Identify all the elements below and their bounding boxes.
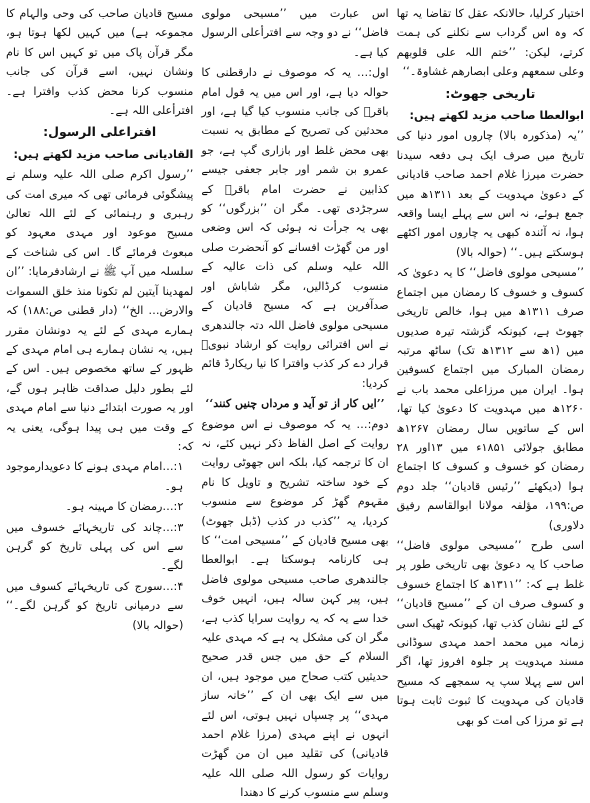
column-middle <box>201 4 389 800</box>
list-item: ۲:…رمضان کا مہینہ ہو۔ <box>65 500 184 514</box>
paragraph-intro: القادیانی صاحب مزید لکھتے ہیں: <box>13 147 194 161</box>
quote-paragraph: ’’رسول اکرم صلی اللہ علیہ وسلم نے پیشگوئی فرمائی تھی کہ میری امت کی رہبری و رہنمائی کے لئے اللہ تعالیٰ مسیح موعود اور مہدی معہود کو مبعوث فرمائے گا۔ اس کی شناخت کے سلسلہ میں آپ ﷺ نے ارشادفرمایا: ’’ان لمھدینا آیتین لم تکونا منذ خلق السموات والارض… الخ‘‘ (دار قطنی ص:۱۸۸) کہ ہمارے مہدی کے لئے یہ دونشان مقرر ہیں، یہ نشان ہمارے ہی امام مہدی کے ظہور کے ساتھ مخصوص ہیں۔ اس کے لئے بطور دلیل صداقت ظاہر ہوں گے، اور یہ صورت ابتدائے دنیا سے امام مہدی کے وقت میں ہی پیدا ہوگی، یعنی یہ کہ: <box>6 168 194 453</box>
paragraph: دوم:… یہ کہ موصوف نے اس موضوع روایت کے اصل الفاظ ذکر نہیں کئے، نہ ان کا ترجمہ کیا، بلکہ اس جھوٹی روایت کے خود ساختہ تشریح و تاویل کا نام مقہوم گھڑ کر موضوع سے منسوب کردیا، یہ ’’کذب در کذب (ڈبل جھوٹ) بھی مسیح قادیان کے ’’مسیحی امت‘‘ کا ہی کارنامہ ہوسکتا ہے۔ ابوالعطا جالندھری صاحب مسیحی مولوی فاضل ہیں، پیر کہن سالہ ہیں، انہیں خوف خدا سے یہ کہ یہ روایت سرایا کذب ہے، مگر ان کی مشکل یہ ہے کہ مہدی علیہ السلام کے حق میں جس قدر صحیح حدیثیں کتب صحاح میں موجود ہیں، ان میں سے ایک بھی ان کے ’’خانہ ساز مہدی‘‘ پر چسپاں نہیں ہوتی، اس لئے انہوں نے اپنے مہدی (مرزا غلام احمد قادیانی) کی تقلید میں ان من گھڑت روایات کو رسول اللہ صلی اللہ علیہ وسلم سے منسوب کرنے کا دھندا <box>201 417 389 800</box>
list-item: ۳:…چاند کی تاریخہائے خسوف میں سے اس کی پہلی تاریخ کو گرہن لگے۔ <box>6 520 184 573</box>
paragraph: اختیار کرلیا، حالانکہ عقل کا تقاضا یہ تھا کہ وہ اس گرداب سے نکلنے کی ہمت کرتے، لیکن: ’’ختم اللہ علی قلوبھم وعلی سمعھم وعلی ابصارھم غشاوۃ۔‘‘ <box>396 7 584 79</box>
column-right <box>6 4 193 773</box>
paragraph: اول:… یہ کہ موصوف نے دارقطنی کا حوالہ دیا ہے، اور اس میں یہ قول امام باقرؒ کی جانب منسوب کیا گیا ہے، اور محدثین کی تصریح کے مطابق یہ نسبت بھی محض غلط اور بازاری گپ ہے، جو عمرو بن شمر اور جابر جعفی جیسے کذابین نے حضرت امام باقرؒ کے سرجڑدی تھی۔ مگر ان ’’بزرگوں‘‘ کو بھی یہ جرأت نہ ہوئی کہ اس وضعی اور من گھڑت افسانے کو آنحضرت صلی اللہ علیہ وسلم کی ذات عالیہ کے منسوب کرڈالیں، مگر شاباش اور صدآفرین ہے کہ مسیح قادیان کے مسیحی مولوی فاضل اللہ دتہ جالندھری نے اس افترائی روایت کو ارشاد نبویؐ قرار دے کر کذب وافترا کا نیا ریکارڈ قائم کردیا: <box>201 66 389 390</box>
paragraph-intro: ابوالعطا صاحب مزید لکھتے ہیں: <box>409 109 584 123</box>
quote-paragraph: ’’یہ (مذکورہ بالا) چاروں امور دنیا کی تاریخ میں صرف ایک ہی دفعہ سیدنا حضرت میرزا غلام احمد صاحب قادیانی کے دعویٰ مہدویت کے بعد ۱۳۱۱ھ میں جمع ہوئے، نہ اس سے پہلے ایسا واقعہ ہوا، نہ آئندہ کبھی یہ چاروں امور اکٹھے ہوسکتے ہیں۔‘‘ (حوالہ بالا) <box>396 129 584 259</box>
paragraph: اس عبارت میں ’’مسیحی مولوی فاضل‘‘ نے دو وجہ سے افترأعلی الرسول کیا ہے۔ <box>201 7 389 59</box>
persian-verse: ’’ایں کار از تو آید و مرداں چنیں کنند‘‘ <box>205 396 385 411</box>
paragraph: اسی طرح ’’مسیحی مولوی فاضل‘‘ صاحب کا یہ دعویٰ بھی تاریخی طور پر غلط ہے کہ: ’’۱۳۱۱ھ کا اجتماع خسوف و کسوف صرف ان کے ’’مسیح قادیان‘‘ کے لئے نشان کذب تھا، کیونکہ ٹھیک اسی زمانہ میں محمد احمد مہدی سوڈانی مسند مہدویت پر جلوہ افروز تھا، اگر اس سے پہلا سپ یہ سمجھے کہ مسیح قادیان کی مہدویت کا ثبوت ثابت ہوتا ہے تو مرزا کی امت کو بھی <box>396 538 584 727</box>
list-item: ۴:…سورج کی تاریخہائے کسوف میں سے درمیانی تاریخ کو گرہن لگے۔‘‘ (حوالہ بالا) <box>6 579 184 632</box>
paragraph: مسیح قادیان صاحب کی وحی والہام کا مجموعہ ہے) میں کہیں لکھا ہوتا ہو، مگر قرآن پاک میں تو کہیں اس کا نام ونشان نہیں، اسے قرآن کی جانب منسوب کرنا محض کذب وافترا ہے۔ افترأعلی اللہ ہے۔ <box>6 7 194 118</box>
list-item: ۱:…امام مہدی ہونے کا دعویدارموجود ہو۔ <box>6 460 184 493</box>
section-heading: افتراعلی الرسول: <box>43 124 157 140</box>
section-heading: تاریخی جھوٹ: <box>445 85 536 101</box>
column-left <box>397 4 584 773</box>
paragraph: ’’مسیحی مولوی فاضل‘‘ کا یہ دعویٰ کہ کسوف و خسوف کا رمضان میں اجتماع صرف ۱۳۱۱ھ میں ہوا، خالص تاریخی جھوٹ ہے، کیونکہ گزشتہ تیرہ صدیوں میں (۱ھ سے ۱۳۱۲ھ تک) ساٹھ مرتبہ رمضان المبارک میں اجتماع کسوفین ہوا۔ ایران میں مرزاعلی محمد باب نے ۱۲۶۰ھ میں مہدویت کا دعویٰ کیا تھا، اس کے ساتویں سال رمضان ۱۲۶۷ھ مطابق جولائی ۱۸۵۱ء میں ۱۳اور ۲۸ رمضان کو خسوف و کسوف کا اجتماع ہوا (دیکھئے ’’رئیس قادیان‘‘ جلد دوم ص:۱۹۹، مؤلفہ مولانا ابوالقاسم رفیق دلاوری) <box>396 266 584 532</box>
